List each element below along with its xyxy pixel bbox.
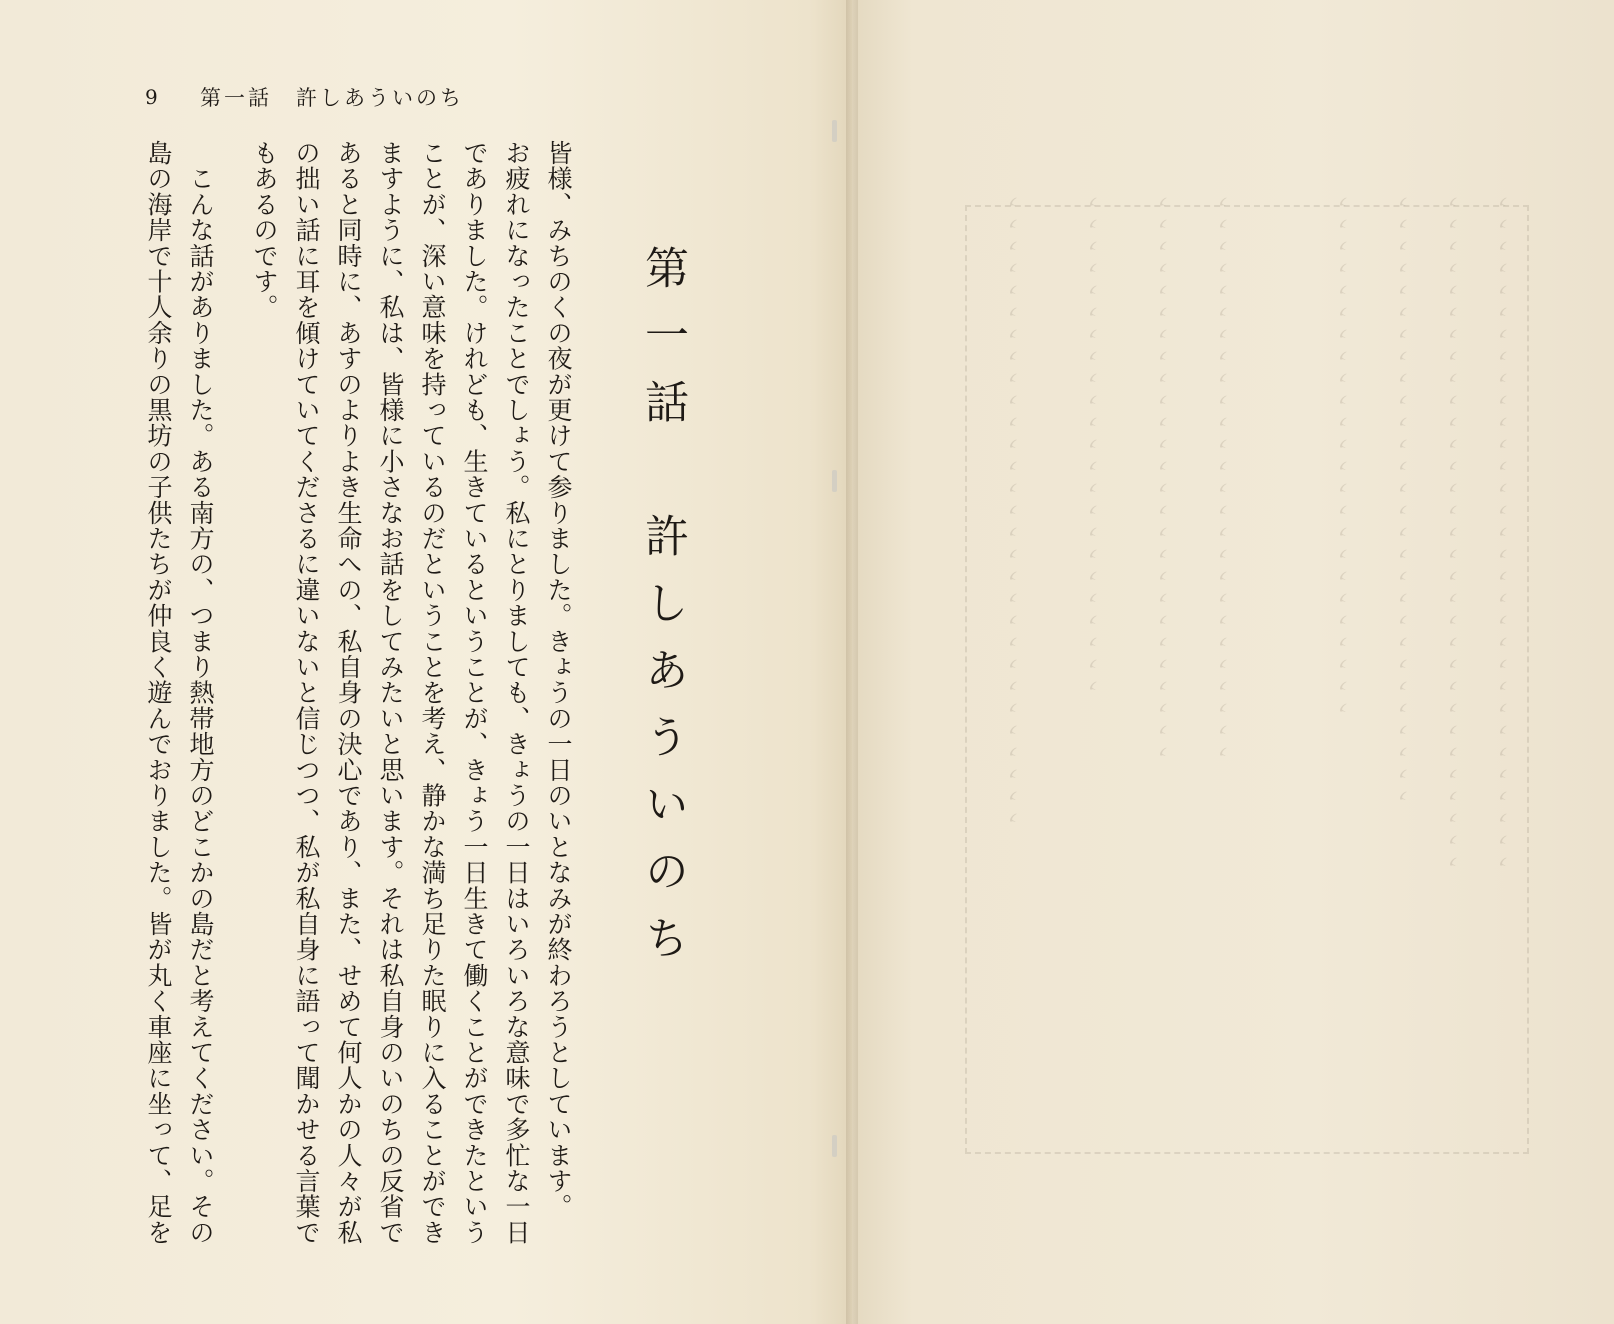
book-gutter — [846, 0, 858, 1324]
bleed-through-text: ゝゝゝゝゝゝゝゝゝゝゝゝゝゝゝゝゝゝゝゝゝゝゝゝゝゝ — [1153, 190, 1178, 762]
text-column: お疲れになったことでしょう。私にとりましても、きょうの一日はいろいろな意味で多忙な一日 — [502, 140, 531, 1246]
text-column: もあるのです。 — [250, 140, 279, 320]
text-column: の拙い話に耳を傾けていてくださるに違いないと信じつつ、私が私自身に語って聞かせる言葉で — [292, 140, 321, 1246]
bleed-through-text: ゝゝゝゝゝゝゝゝゝゝゝゝゝゝゝゝゝゝゝゝゝゝゝゝゝゝゝゝゝゝゝ — [1493, 190, 1518, 872]
bleed-through-text: ゝゝゝゝゝゝゝゝゝゝゝゝゝゝゝゝゝゝゝゝゝゝゝゝゝゝ — [1213, 190, 1238, 762]
page-number: 9 — [145, 85, 160, 109]
text-column: こんな話がありました。ある南方の、つまり熱帯地方のどこかの島だと考えてください。その — [186, 140, 215, 1246]
running-head-title: 第一話 許しあういのち — [200, 86, 464, 110]
bleed-through-text: ゝゝゝゝゝゝゝゝゝゝゝゝゝゝゝゝゝゝゝゝゝゝゝ — [1083, 190, 1108, 696]
binding-stitch — [832, 120, 837, 142]
binding-stitch — [832, 1135, 837, 1157]
binding-stitch — [832, 470, 837, 492]
bleed-through-text: ゝゝゝゝゝゝゝゝゝゝゝゝゝゝゝゝゝゝゝゝゝゝゝゝゝゝゝゝゝゝゝ — [1443, 190, 1468, 872]
bleed-through-text: ゝゝゝゝゝゝゝゝゝゝゝゝゝゝゝゝゝゝゝゝゝゝゝゝゝゝゝゝゝ — [1003, 190, 1028, 828]
text-column: ますように、私は、皆様に小さなお話をしてみたいと思います。それは私自身のいのちの反省で — [376, 140, 405, 1246]
text-column: あると同時に、あすのよりよき生命への、私自身の決心であり、また、せめて何人かの人々が私 — [334, 140, 363, 1246]
text-column: 島の海岸で十人余りの黒坊の子供たちが仲良く遊んでおりました。皆が丸く車座に坐って、足を — [144, 140, 173, 1246]
text-column-blank — [218, 140, 258, 1260]
bleed-through-text: ゝゝゝゝゝゝゝゝゝゝゝゝゝゝゝゝゝゝゝゝゝゝゝゝゝゝゝゝ — [1393, 190, 1418, 806]
chapter-title: 第一話 許しあういのち — [637, 245, 688, 982]
text-column: ことが、深い意味を持っているのだということを考え、静かな満ち足りた眠りに入ることができ — [418, 140, 447, 1246]
bleed-through-text: ゝゝゝゝゝゝゝゝゝゝゝゝゝゝゝゝゝゝゝゝゝゝゝゝ — [1333, 190, 1358, 718]
text-column: でありました。けれども、生きているということが、きょう一日生きて働くことができたという — [460, 140, 489, 1246]
running-head — [145, 80, 464, 114]
text-column: 皆様、みちのくの夜が更けて参りました。きょうの一日のいとなみが終わろうとしています。 — [544, 140, 573, 1220]
